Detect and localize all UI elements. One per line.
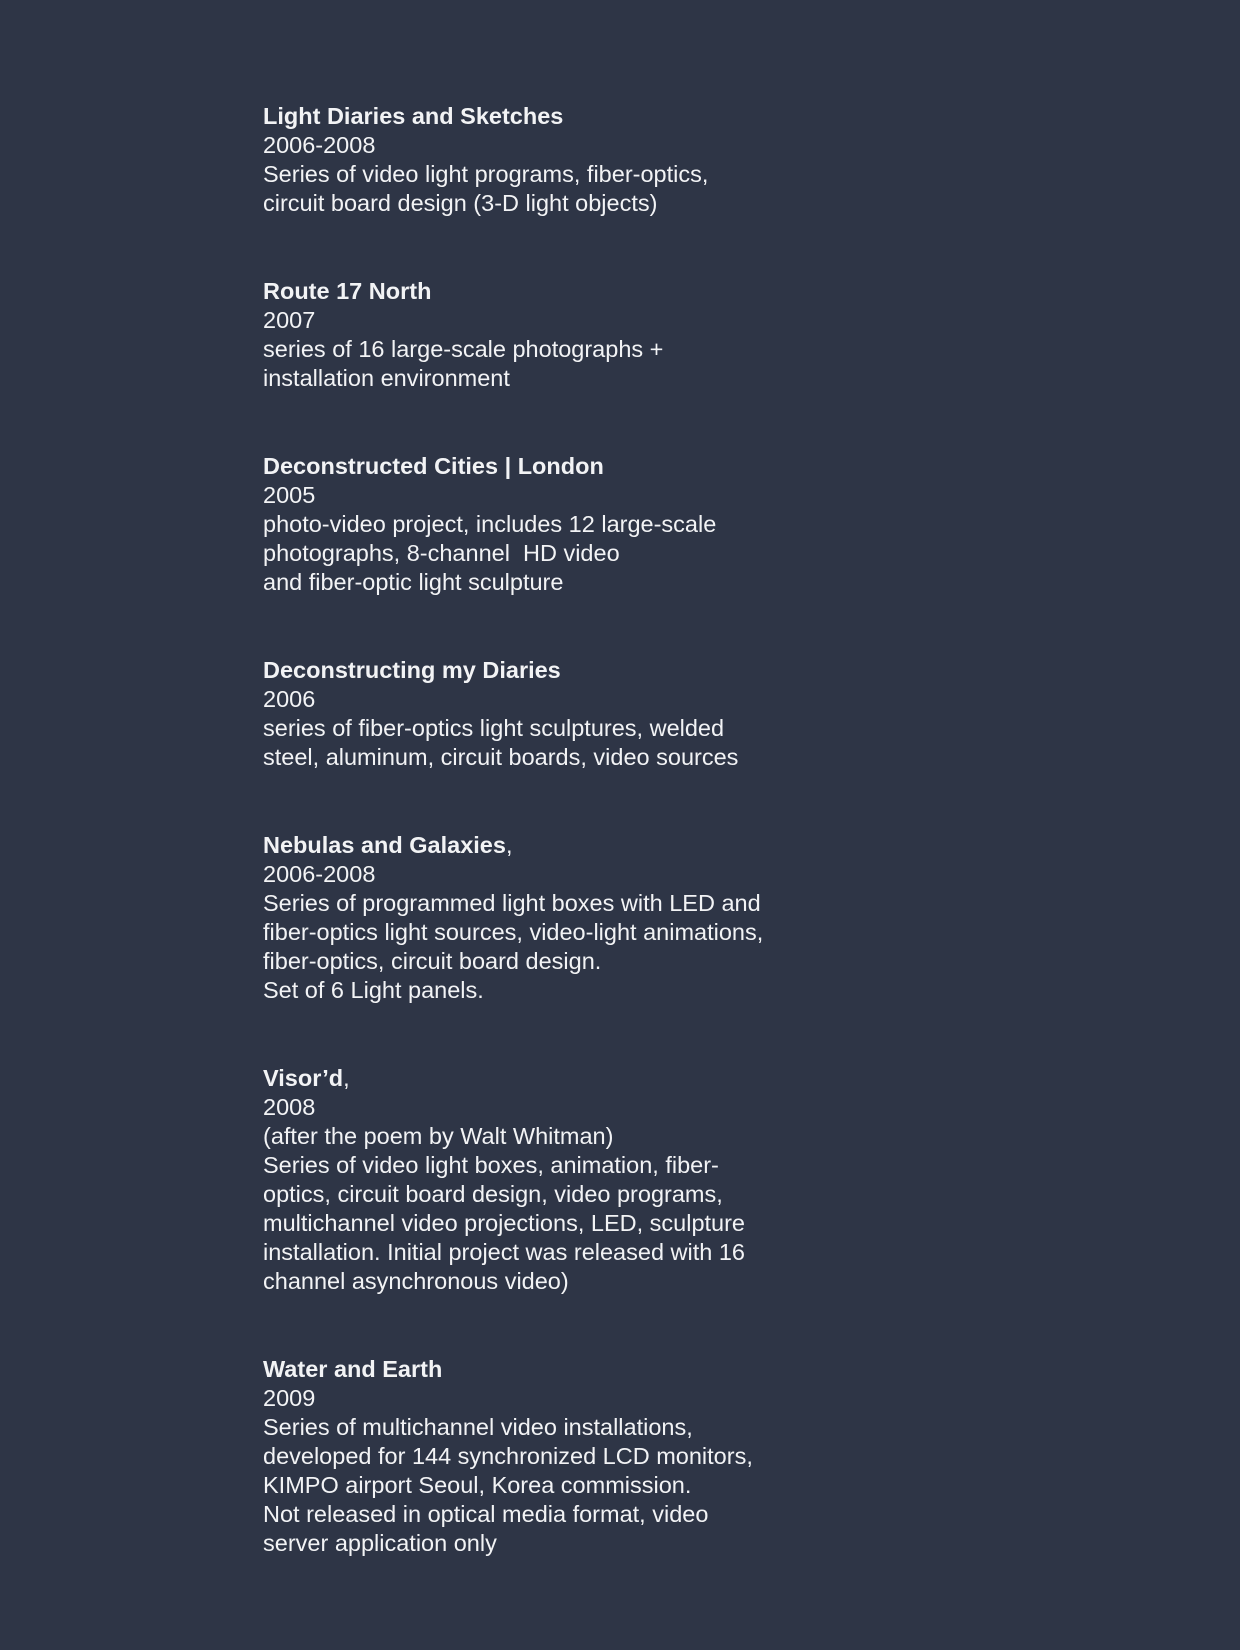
work-title: Deconstructed Cities | London [263,453,604,479]
work-description-line: multichannel video projections, LED, sculpture [263,1210,746,1236]
work-year: 2005 [263,482,316,508]
work-entry-light-diaries [263,102,883,218]
work-title: Water and Earth [263,1356,443,1382]
work-description-line: Set of 6 Light panels. [263,977,484,1003]
work-description-line: circuit board design (3-D light objects) [263,190,658,216]
work-year: 2006-2008 [263,132,376,158]
work-description-line: Series of programmed light boxes with LED and [263,890,761,916]
work-entry-deconstructing-diaries [263,656,883,772]
work-description-line: Not released in optical media format, video [263,1501,709,1527]
work-description-line: server application only [263,1530,497,1556]
works-list [263,102,883,1617]
work-entry-deconstructed-cities [263,452,883,597]
work-year: 2006 [263,686,316,712]
work-title: Deconstructing my Diaries [263,657,561,683]
work-description-line: installation. Initial project was released with 16 [263,1239,746,1265]
work-description-line: photo-video project, includes 12 large-scale [263,511,717,537]
work-description-line: Series of multichannel video installations, [263,1414,693,1440]
work-description-line: optics, circuit board design, video programs, [263,1181,723,1207]
work-description-line: fiber-optics, circuit board design. [263,948,602,974]
work-description-line: series of 16 large-scale photographs + [263,336,664,362]
work-description-line: Series of video light programs, fiber-optics, [263,161,709,187]
work-title: Light Diaries and Sketches [263,103,564,129]
work-description-line: installation environment [263,365,510,391]
work-description-line: fiber-optics light sources, video-light animations, [263,919,764,945]
work-description-line: and fiber-optic light sculpture [263,569,564,595]
work-title: Nebulas and Galaxies, [263,832,513,858]
work-entry-route-17-north [263,277,883,393]
work-description-line: series of fiber-optics light sculptures, welded [263,715,725,741]
work-description-line: KIMPO airport Seoul, Korea commission. [263,1472,692,1498]
work-entry-nebulas-galaxies [263,831,883,1005]
work-description-line: Series of video light boxes, animation, fiber- [263,1152,719,1178]
work-description-line: (after the poem by Walt Whitman) [263,1123,614,1149]
work-title: Visor’d, [263,1065,350,1091]
work-description-line: steel, aluminum, circuit boards, video sources [263,744,739,770]
work-description-line: photographs, 8-channel HD video [263,540,620,566]
work-year: 2009 [263,1385,316,1411]
work-year: 2006-2008 [263,861,376,887]
work-entry-water-earth [263,1355,883,1558]
work-title: Route 17 North [263,278,432,304]
work-description-line: developed for 144 synchronized LCD monitors, [263,1443,753,1469]
work-entry-visord [263,1064,883,1296]
work-year: 2007 [263,307,316,333]
work-year: 2008 [263,1094,316,1120]
work-description-line: channel asynchronous video) [263,1268,569,1294]
